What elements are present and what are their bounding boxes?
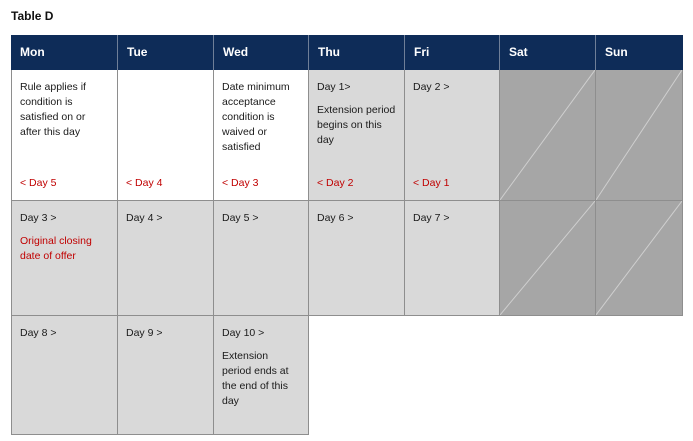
header-tue: Tue	[118, 35, 214, 70]
cell-week1-sun	[596, 70, 683, 201]
day-label: Day 2 >	[413, 81, 450, 93]
cell-week2-thu	[309, 201, 405, 316]
cell-week2-sun	[596, 201, 683, 316]
cell-week1-fri	[405, 70, 500, 201]
table-title: Table D	[11, 9, 54, 23]
cell-week1-sat	[500, 70, 596, 201]
header-mon: Mon	[11, 35, 118, 70]
countdown-label: < Day 2	[317, 177, 354, 189]
header-wed: Wed	[214, 35, 309, 70]
day-label: Day 10 >	[222, 327, 265, 339]
header-fri: Fri	[405, 35, 500, 70]
cell-week2-sat	[500, 201, 596, 316]
day-label: Day 6 >	[317, 212, 354, 224]
calendar-table	[11, 35, 683, 435]
day-label: Day 5 >	[222, 212, 259, 224]
day-label: Day 9 >	[126, 327, 163, 339]
weekend-diagonal	[500, 201, 595, 315]
header-sun: Sun	[596, 35, 683, 70]
day-label: Day 4 >	[126, 212, 163, 224]
cell-text: Rule applies if condition is satisfied on or after this day	[20, 81, 86, 138]
countdown-label: < Day 3	[222, 177, 259, 189]
header-thu: Thu	[309, 35, 405, 70]
weekend-diagonal	[596, 201, 682, 315]
countdown-label: < Day 1	[413, 177, 450, 189]
cell-week1-wed	[214, 70, 309, 201]
cell-week3-wed	[214, 316, 309, 435]
day-label: Day 3 >	[20, 212, 57, 224]
cell-text: Extension period ends at the end of this day	[222, 350, 289, 407]
day-label: Day 8 >	[20, 327, 57, 339]
header-sat: Sat	[500, 35, 596, 70]
weekend-diagonal	[500, 70, 595, 200]
cell-text: Extension period begins on this day	[317, 104, 396, 146]
cell-week3-mon	[11, 316, 118, 435]
closing-date-note: Original closing date of offer	[20, 235, 92, 262]
cell-week2-wed	[214, 201, 309, 316]
countdown-label: < Day 4	[126, 177, 163, 189]
countdown-label: < Day 5	[20, 177, 57, 189]
weekend-diagonal	[596, 70, 682, 200]
cell-week2-tue	[118, 201, 214, 316]
cell-week1-tue	[118, 70, 214, 201]
cell-text: Date minimum acceptance condition is waived or satisfied	[222, 81, 290, 153]
cell-week1-mon	[11, 70, 118, 201]
day-label: Day 1>	[317, 81, 351, 93]
day-label: Day 7 >	[413, 212, 450, 224]
cell-week3-tue	[118, 316, 214, 435]
cell-week1-thu	[309, 70, 405, 201]
cell-week2-mon	[11, 201, 118, 316]
cell-week2-fri	[405, 201, 500, 316]
